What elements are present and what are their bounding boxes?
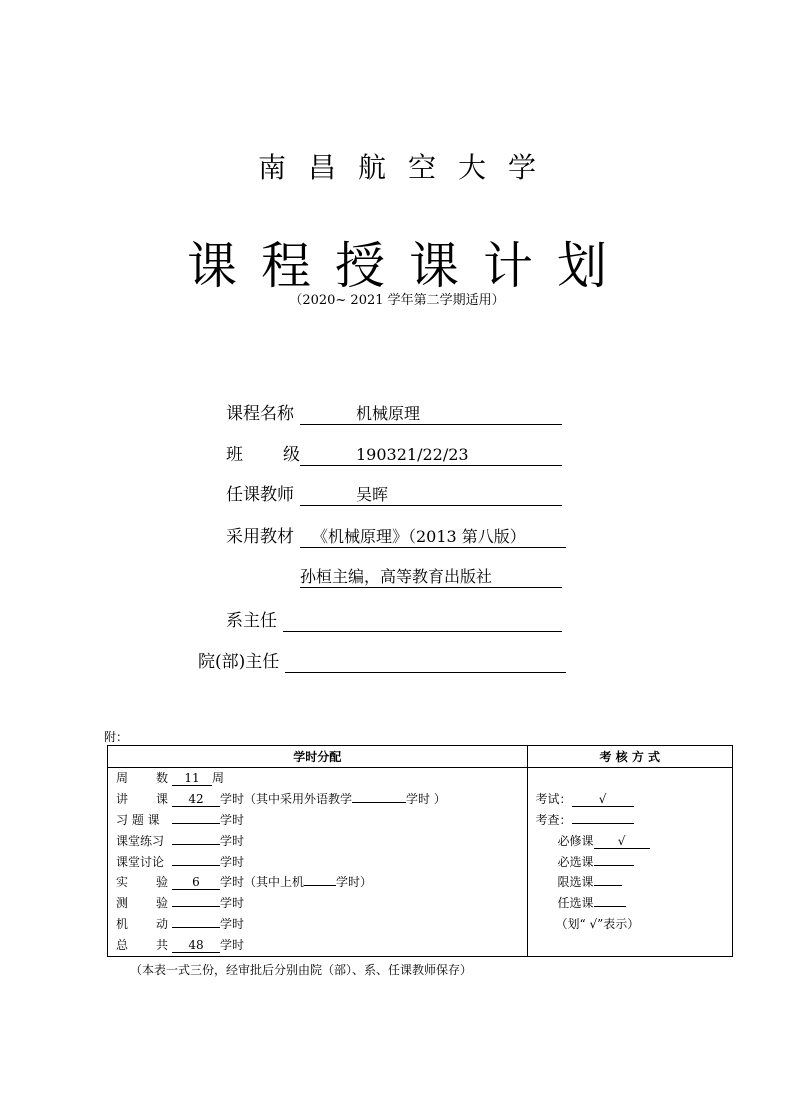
- dept-head-label: 系主任: [226, 611, 277, 631]
- exam-label: 考试：: [535, 791, 572, 806]
- total-label-2: 共: [156, 938, 169, 953]
- computer-value: [304, 885, 336, 886]
- practice-value: [172, 844, 220, 845]
- exam-cell: [527, 768, 732, 957]
- limited-row: [528, 872, 732, 893]
- university-name: 南昌航空大学: [257, 151, 558, 184]
- optional-value: [594, 906, 626, 907]
- textbook-field: [300, 526, 566, 548]
- dept-head-field: [283, 610, 562, 632]
- dean-field: [285, 651, 566, 673]
- limited-value: [594, 885, 622, 886]
- total-row: [108, 935, 527, 956]
- lecture-foreign-unit: 学时 ）: [406, 791, 446, 806]
- hours-header: 学时分配: [108, 746, 528, 768]
- elective-required-row: [528, 852, 732, 873]
- exercise-label: 习 题 课: [116, 812, 160, 827]
- class-label-1: 班: [226, 445, 243, 465]
- discussion-unit: 学时: [220, 854, 245, 869]
- lecture-value: 42: [172, 792, 220, 807]
- weeks-label-1: 周: [116, 771, 129, 785]
- optional-label: 任选课: [557, 896, 594, 911]
- lecture-foreign-value: [352, 802, 406, 803]
- practice-unit: 学时: [220, 833, 245, 848]
- class-value: 190321/22/23: [356, 445, 469, 464]
- test-value: [172, 906, 220, 907]
- experiment-unit: 学时（其中上机: [220, 875, 305, 890]
- flexible-unit: 学时: [220, 917, 245, 932]
- required-value: √: [594, 834, 650, 849]
- textbook-value: 《机械原理》（2013 第八版）: [312, 527, 526, 546]
- flexible-label-1: 机: [116, 917, 129, 932]
- discussion-row: [108, 852, 527, 873]
- experiment-row: [108, 872, 527, 893]
- course-name-value: 机械原理: [356, 404, 421, 423]
- check-row: [528, 810, 732, 831]
- required-label: 必修课: [557, 833, 594, 848]
- discussion-label: 课堂讨论: [116, 854, 165, 869]
- exercise-row: [108, 810, 527, 831]
- experiment-value: 6: [172, 875, 220, 890]
- test-label-2: 验: [156, 896, 169, 911]
- experiment-label-2: 验: [156, 875, 169, 890]
- textbook-field-2: [300, 566, 562, 588]
- hours-cell: [108, 768, 528, 957]
- check-mark-note: （划“ √”表示）: [555, 917, 640, 932]
- total-unit: 学时: [220, 938, 245, 953]
- experiment-label-1: 实: [116, 875, 129, 890]
- test-label-1: 测: [116, 896, 129, 911]
- computer-unit: 学时）: [336, 875, 373, 890]
- check-value: [572, 823, 634, 824]
- teacher-label: 任课教师: [226, 485, 294, 505]
- weeks-label-2: 数: [156, 771, 169, 785]
- required-row: [528, 831, 732, 852]
- flexible-row: [108, 914, 527, 935]
- dean-label: 院(部)主任: [198, 652, 280, 672]
- teacher-field: [300, 484, 562, 506]
- exercise-value: [172, 823, 220, 824]
- total-value: 48: [172, 938, 220, 953]
- class-label-2: 级: [283, 445, 300, 465]
- weeks-unit: 周: [212, 771, 225, 785]
- textbook-label: 采用教材: [226, 527, 294, 547]
- flexible-label-2: 动: [156, 917, 169, 932]
- elective-required-label: 必选课: [557, 854, 594, 869]
- course-name-field: [300, 403, 562, 425]
- table-footnote: （本表一式三份，经审批后分别由院（部）、系、任课教师保存）: [130, 963, 473, 977]
- check-label: 考查：: [535, 812, 572, 827]
- document-subtitle: （2020~ 2021 学年第二学期适用）: [289, 293, 505, 308]
- limited-label: 限选课: [557, 875, 594, 890]
- textbook-value-2: 孙桓主编，高等教育出版社: [300, 567, 493, 586]
- attachment-table: [107, 745, 733, 957]
- discussion-value: [172, 865, 220, 866]
- optional-row: [528, 893, 732, 914]
- lecture-label-2: 课: [156, 791, 169, 806]
- test-unit: 学时: [220, 896, 245, 911]
- elective-required-value: [594, 865, 634, 866]
- exam-row: [528, 789, 732, 810]
- practice-row: [108, 831, 527, 852]
- weeks-value: 11: [172, 771, 212, 786]
- document-title: 课程授课计划: [187, 237, 631, 295]
- attachment-label: 附：: [104, 730, 129, 744]
- weeks-row: [108, 768, 527, 789]
- practice-label: 课堂练习: [116, 833, 165, 848]
- lecture-label-1: 讲: [116, 791, 129, 806]
- test-row: [108, 893, 527, 914]
- flexible-value: [172, 927, 220, 928]
- lecture-row: [108, 789, 527, 810]
- total-label-1: 总: [116, 938, 129, 953]
- teacher-value: 吴晖: [356, 485, 389, 504]
- exam-value: √: [572, 792, 634, 807]
- lecture-unit: 学时（其中采用外语教学: [220, 791, 353, 806]
- exam-header: 考 核 方 式: [527, 746, 732, 768]
- class-field: [300, 444, 562, 466]
- course-name-label: 课程名称: [226, 404, 294, 424]
- exercise-unit: 学时: [220, 812, 245, 827]
